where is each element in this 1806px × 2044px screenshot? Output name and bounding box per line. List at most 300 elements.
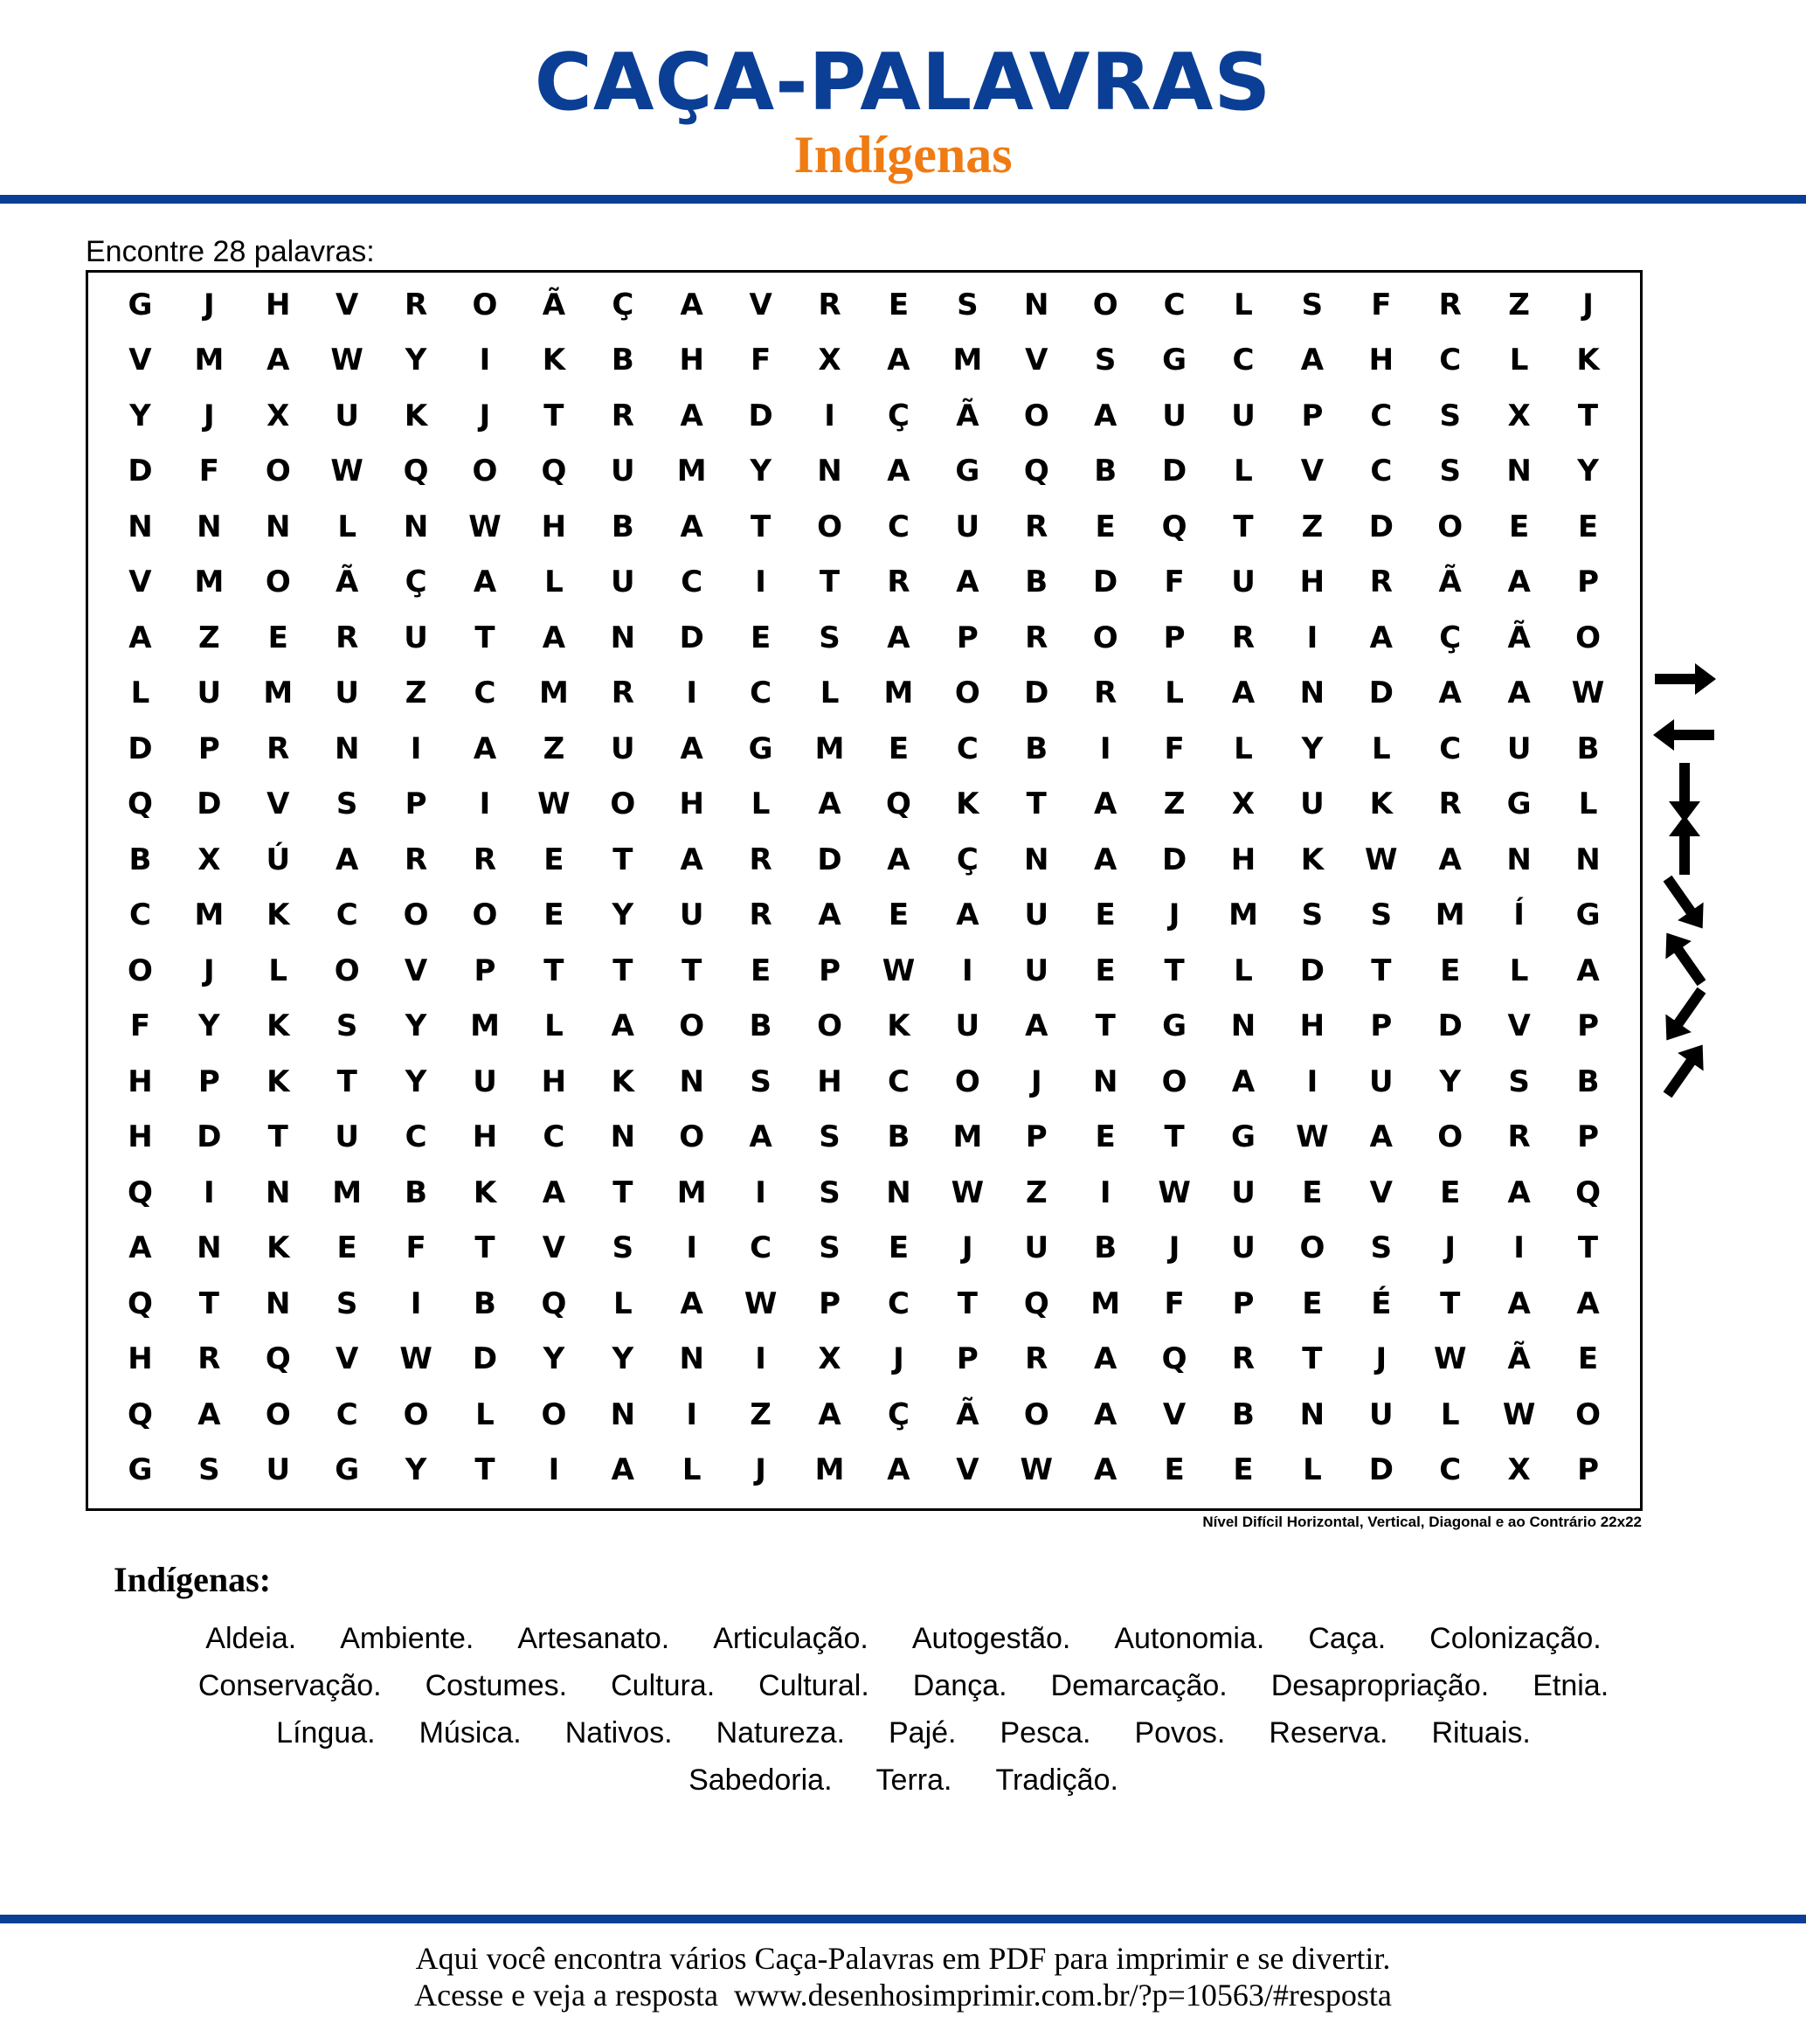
grid-letter[interactable]: C	[1232, 343, 1255, 378]
grid-letter[interactable]: E	[1302, 1174, 1323, 1210]
grid-letter[interactable]: K	[266, 1008, 290, 1044]
grid-letter[interactable]: P	[1301, 398, 1324, 433]
grid-letter[interactable]: A	[542, 620, 566, 655]
grid-letter[interactable]: M	[194, 343, 225, 378]
grid-letter[interactable]: V	[1025, 343, 1048, 378]
grid-letter[interactable]: T	[474, 620, 495, 655]
grid-letter[interactable]: A	[128, 620, 152, 655]
grid-letter[interactable]: F	[1371, 287, 1392, 322]
grid-letter[interactable]: B	[1025, 731, 1048, 766]
grid-letter[interactable]: K	[611, 1064, 634, 1099]
grid-letter[interactable]: Q	[1575, 1174, 1601, 1210]
grid-letter[interactable]: K	[1300, 842, 1325, 877]
grid-letter[interactable]: R	[1094, 676, 1118, 711]
grid-letter[interactable]: M	[676, 1174, 707, 1210]
grid-letter[interactable]: I	[410, 1285, 422, 1321]
grid-letter[interactable]: C	[1439, 1452, 1462, 1488]
grid-letter[interactable]: W	[330, 454, 363, 489]
grid-letter[interactable]: T	[198, 1285, 219, 1321]
grid-letter[interactable]: O	[265, 454, 291, 489]
grid-letter[interactable]: J	[1582, 287, 1594, 322]
grid-letter[interactable]: O	[403, 1396, 429, 1432]
grid-letter[interactable]: U	[1506, 731, 1532, 766]
grid-letter[interactable]: C	[887, 1064, 910, 1099]
grid-letter[interactable]: U	[679, 897, 704, 933]
grid-letter[interactable]: Q	[541, 454, 567, 489]
grid-letter[interactable]: K	[956, 786, 979, 822]
grid-letter[interactable]: E	[888, 287, 910, 322]
grid-letter[interactable]: A	[680, 731, 703, 766]
grid-letter[interactable]: P	[1577, 1452, 1599, 1488]
grid-letter[interactable]: F	[129, 1008, 151, 1044]
grid-letter[interactable]: X	[266, 398, 290, 433]
grid-letter[interactable]: N	[1299, 1396, 1325, 1432]
grid-letter[interactable]: A	[887, 842, 910, 877]
grid-letter[interactable]: D	[472, 1341, 498, 1377]
grid-letter[interactable]: O	[954, 676, 980, 711]
grid-letter[interactable]: T	[267, 1119, 288, 1155]
grid-letter[interactable]: É	[1371, 1285, 1392, 1321]
grid-letter[interactable]: Z	[1301, 509, 1324, 544]
grid-letter[interactable]: R	[1369, 565, 1393, 600]
grid-letter[interactable]: U	[1024, 897, 1049, 933]
grid-letter[interactable]: T	[682, 953, 702, 988]
grid-letter[interactable]: N	[610, 1396, 636, 1432]
grid-letter[interactable]: X	[1507, 1452, 1531, 1488]
grid-letter[interactable]: E	[1095, 509, 1116, 544]
grid-letter[interactable]: B	[474, 1285, 496, 1321]
grid-letter[interactable]: M	[1228, 897, 1258, 933]
grid-letter[interactable]: G	[1506, 786, 1532, 822]
grid-letter[interactable]: Ã	[956, 398, 979, 433]
grid-letter[interactable]: G	[955, 454, 980, 489]
grid-letter[interactable]: Y	[405, 1452, 427, 1488]
grid-letter[interactable]: O	[679, 1008, 705, 1044]
grid-letter[interactable]: L	[544, 565, 564, 600]
grid-letter[interactable]: U	[1231, 398, 1256, 433]
grid-letter[interactable]: S	[819, 620, 841, 655]
grid-letter[interactable]: L	[337, 509, 356, 544]
grid-letter[interactable]: E	[1302, 1285, 1323, 1321]
grid-letter[interactable]: E	[336, 1230, 357, 1266]
grid-letter[interactable]: T	[612, 1174, 633, 1210]
grid-letter[interactable]: U	[955, 1008, 980, 1044]
grid-letter[interactable]: F	[751, 343, 772, 378]
grid-letter[interactable]: O	[541, 1396, 567, 1432]
grid-letter[interactable]: N	[128, 509, 153, 544]
grid-letter[interactable]: O	[128, 953, 153, 988]
grid-letter[interactable]: T	[1440, 1285, 1461, 1321]
grid-letter[interactable]: C	[1370, 398, 1393, 433]
grid-letter[interactable]: D	[1368, 1452, 1394, 1488]
grid-letter[interactable]: W	[1365, 842, 1398, 877]
grid-letter[interactable]: P	[956, 620, 979, 655]
grid-letter[interactable]: L	[820, 676, 840, 711]
grid-letter[interactable]: N	[1506, 454, 1532, 489]
grid-letter[interactable]: W	[537, 786, 571, 822]
grid-letter[interactable]: P	[197, 1064, 220, 1099]
grid-letter[interactable]: C	[405, 1119, 427, 1155]
grid-letter[interactable]: J	[962, 1230, 973, 1266]
grid-letter[interactable]: B	[887, 1119, 910, 1155]
grid-letter[interactable]: T	[1302, 1341, 1323, 1377]
grid-letter[interactable]: A	[1576, 953, 1600, 988]
grid-letter[interactable]: A	[680, 398, 703, 433]
grid-letter[interactable]: Y	[1301, 731, 1324, 766]
grid-letter[interactable]: W	[468, 509, 502, 544]
grid-letter[interactable]: H	[1230, 842, 1256, 877]
grid-letter[interactable]: P	[956, 1341, 979, 1377]
grid-letter[interactable]: M	[883, 676, 914, 711]
grid-letter[interactable]: O	[472, 287, 498, 322]
grid-letter[interactable]: M	[676, 454, 707, 489]
grid-letter[interactable]: O	[1023, 398, 1049, 433]
grid-letter[interactable]: J	[755, 1452, 766, 1488]
grid-letter[interactable]: D	[197, 786, 222, 822]
grid-letter[interactable]: J	[1375, 1341, 1387, 1377]
grid-letter[interactable]: Z	[543, 731, 565, 766]
grid-letter[interactable]: T	[336, 1064, 357, 1099]
grid-letter[interactable]: T	[543, 953, 564, 988]
grid-letter[interactable]: W	[399, 1341, 432, 1377]
grid-letter[interactable]: Z	[198, 620, 220, 655]
grid-letter[interactable]: N	[266, 509, 291, 544]
grid-letter[interactable]: K	[404, 398, 428, 433]
grid-letter[interactable]: E	[1577, 509, 1599, 544]
grid-letter[interactable]: E	[1164, 1452, 1185, 1488]
grid-letter[interactable]: T	[612, 842, 633, 877]
grid-letter[interactable]: Z	[1025, 1174, 1048, 1210]
grid-letter[interactable]: U	[611, 731, 635, 766]
grid-letter[interactable]: C	[1163, 287, 1186, 322]
grid-letter[interactable]: G	[748, 731, 773, 766]
grid-letter[interactable]: A	[128, 1230, 152, 1266]
grid-letter[interactable]: Y	[612, 1341, 634, 1377]
grid-letter[interactable]: O	[472, 454, 498, 489]
grid-letter[interactable]: V	[404, 953, 428, 988]
grid-letter[interactable]: A	[1231, 1064, 1256, 1099]
grid-letter[interactable]: D	[748, 398, 773, 433]
grid-letter[interactable]: J	[893, 1341, 904, 1377]
grid-letter[interactable]: F	[1164, 565, 1185, 600]
grid-letter[interactable]: P	[1577, 1119, 1599, 1155]
grid-letter[interactable]: M	[952, 343, 983, 378]
grid-letter[interactable]: T	[1164, 1119, 1185, 1155]
grid-letter[interactable]: V	[1369, 1174, 1393, 1210]
grid-letter[interactable]: A	[197, 1396, 221, 1432]
grid-letter[interactable]: I	[686, 676, 698, 711]
grid-letter[interactable]: Ç	[405, 565, 427, 600]
grid-letter[interactable]: J	[204, 953, 215, 988]
grid-letter[interactable]: Q	[128, 1285, 153, 1321]
grid-letter[interactable]: O	[1437, 1119, 1463, 1155]
grid-letter[interactable]: S	[750, 1064, 772, 1099]
grid-letter[interactable]: L	[475, 1396, 495, 1432]
grid-letter[interactable]: P	[405, 786, 427, 822]
grid-letter[interactable]: R	[404, 842, 428, 877]
grid-letter[interactable]: A	[818, 897, 841, 933]
grid-letter[interactable]: U	[1231, 1230, 1256, 1266]
grid-letter[interactable]: M	[1435, 897, 1465, 933]
grid-letter[interactable]: A	[956, 897, 979, 933]
grid-letter[interactable]: M	[814, 1452, 845, 1488]
grid-letter[interactable]: K	[266, 897, 290, 933]
grid-letter[interactable]: T	[1164, 953, 1185, 988]
grid-letter[interactable]: Z	[405, 676, 427, 711]
grid-letter[interactable]: E	[1233, 1452, 1254, 1488]
grid-letter[interactable]: I	[962, 953, 973, 988]
grid-letter[interactable]: N	[266, 1174, 291, 1210]
grid-letter[interactable]: A	[1300, 343, 1325, 378]
grid-letter[interactable]: T	[474, 1452, 495, 1488]
grid-letter[interactable]: T	[819, 565, 841, 600]
grid-letter[interactable]: R	[1231, 1341, 1256, 1377]
grid-letter[interactable]: D	[128, 731, 153, 766]
grid-letter[interactable]: J	[1168, 1230, 1180, 1266]
grid-letter[interactable]: A	[956, 565, 979, 600]
grid-letter[interactable]: C	[681, 565, 703, 600]
grid-letter[interactable]: R	[887, 565, 910, 600]
grid-letter[interactable]: A	[1438, 676, 1462, 711]
grid-letter[interactable]: X	[818, 1341, 841, 1377]
grid-letter[interactable]: J	[204, 287, 215, 322]
grid-letter[interactable]: A	[887, 1452, 910, 1488]
grid-letter[interactable]: P	[1232, 1285, 1255, 1321]
grid-letter[interactable]: L	[612, 1285, 633, 1321]
grid-letter[interactable]: E	[543, 897, 564, 933]
grid-letter[interactable]: H	[128, 1119, 153, 1155]
grid-letter[interactable]: C	[956, 731, 979, 766]
grid-letter[interactable]: K	[473, 1174, 497, 1210]
grid-letter[interactable]: Q	[1161, 1341, 1187, 1377]
grid-letter[interactable]: Y	[405, 1064, 427, 1099]
grid-letter[interactable]: Z	[750, 1396, 772, 1432]
grid-letter[interactable]: S	[1301, 897, 1324, 933]
grid-letter[interactable]: C	[1370, 454, 1393, 489]
grid-letter[interactable]: S	[957, 287, 979, 322]
grid-letter[interactable]: L	[544, 1008, 564, 1044]
grid-letter[interactable]: Y	[543, 1341, 565, 1377]
grid-letter[interactable]: Y	[1577, 454, 1599, 489]
grid-letter[interactable]: B	[1576, 731, 1600, 766]
grid-letter[interactable]: D	[1368, 676, 1394, 711]
grid-letter[interactable]: M	[332, 1174, 363, 1210]
grid-letter[interactable]: O	[679, 1119, 705, 1155]
grid-letter[interactable]: P	[474, 953, 496, 988]
grid-letter[interactable]: J	[204, 398, 215, 433]
grid-letter[interactable]: N	[679, 1341, 704, 1377]
grid-letter[interactable]: X	[1231, 786, 1256, 822]
grid-letter[interactable]: C	[128, 897, 151, 933]
grid-letter[interactable]: R	[197, 1341, 221, 1377]
grid-letter[interactable]: Ú	[266, 842, 291, 877]
grid-letter[interactable]: G	[1231, 1119, 1256, 1155]
grid-letter[interactable]: P	[1025, 1119, 1048, 1155]
grid-letter[interactable]: H	[541, 509, 567, 544]
grid-letter[interactable]: O	[954, 1064, 980, 1099]
grid-letter[interactable]: M	[263, 676, 294, 711]
grid-letter[interactable]: O	[817, 1008, 842, 1044]
grid-letter[interactable]: D	[1299, 953, 1325, 988]
grid-letter[interactable]: Ç	[1439, 620, 1462, 655]
grid-letter[interactable]: A	[1094, 1452, 1118, 1488]
grid-letter[interactable]: V	[128, 343, 152, 378]
grid-letter[interactable]: O	[610, 786, 636, 822]
grid-letter[interactable]: Ç	[887, 1396, 910, 1432]
grid-letter[interactable]: L	[1303, 1452, 1322, 1488]
grid-letter[interactable]: G	[128, 287, 153, 322]
grid-letter[interactable]: J	[1168, 897, 1180, 933]
grid-letter[interactable]: H	[1299, 565, 1325, 600]
grid-letter[interactable]: A	[1231, 676, 1256, 711]
grid-letter[interactable]: Z	[1508, 287, 1530, 322]
grid-letter[interactable]: D	[128, 454, 153, 489]
grid-letter[interactable]: G	[1575, 897, 1601, 933]
grid-letter[interactable]: W	[330, 343, 363, 378]
grid-letter[interactable]: L	[1234, 287, 1253, 322]
grid-letter[interactable]: B	[611, 509, 634, 544]
grid-letter[interactable]: N	[886, 1174, 911, 1210]
grid-letter[interactable]: A	[473, 565, 497, 600]
grid-letter[interactable]: Y	[612, 897, 634, 933]
grid-letter[interactable]: E	[1577, 1341, 1599, 1377]
grid-letter[interactable]: U	[335, 398, 359, 433]
grid-letter[interactable]: U	[1369, 1396, 1394, 1432]
grid-letter[interactable]: K	[1369, 786, 1393, 822]
grid-letter[interactable]: R	[1438, 786, 1462, 822]
grid-letter[interactable]: I	[479, 343, 491, 378]
grid-letter[interactable]: Q	[403, 454, 429, 489]
grid-letter[interactable]: A	[611, 1008, 634, 1044]
grid-letter[interactable]: S	[1439, 454, 1461, 489]
grid-letter[interactable]: K	[542, 343, 566, 378]
grid-letter[interactable]: U	[1369, 1064, 1394, 1099]
grid-letter[interactable]: R	[1025, 1341, 1048, 1377]
grid-letter[interactable]: O	[1161, 1064, 1187, 1099]
grid-letter[interactable]: U	[473, 1064, 497, 1099]
grid-letter[interactable]: E	[1095, 897, 1116, 933]
grid-letter[interactable]: E	[1440, 953, 1461, 988]
grid-letter[interactable]: Q	[128, 1396, 153, 1432]
grid-letter[interactable]: L	[1371, 731, 1391, 766]
grid-letter[interactable]: D	[1368, 509, 1394, 544]
grid-letter[interactable]: N	[334, 731, 360, 766]
grid-letter[interactable]: P	[819, 1285, 841, 1321]
grid-letter[interactable]: W	[1158, 1174, 1191, 1210]
grid-letter[interactable]: Ç	[612, 287, 634, 322]
grid-letter[interactable]: N	[197, 1230, 222, 1266]
grid-letter[interactable]: N	[1024, 287, 1049, 322]
grid-letter[interactable]: I	[755, 1174, 766, 1210]
grid-letter[interactable]: N	[1575, 842, 1601, 877]
grid-letter[interactable]: S	[336, 1008, 358, 1044]
grid-letter[interactable]: O	[1575, 620, 1601, 655]
grid-letter[interactable]: A	[473, 731, 497, 766]
grid-letter[interactable]: R	[336, 620, 359, 655]
grid-letter[interactable]: I	[755, 1341, 766, 1377]
grid-letter[interactable]: N	[197, 509, 222, 544]
grid-letter[interactable]: Ã	[542, 287, 566, 322]
grid-letter[interactable]: O	[1023, 1396, 1049, 1432]
grid-letter[interactable]: S	[1301, 287, 1324, 322]
grid-letter[interactable]: R	[749, 842, 772, 877]
grid-letter[interactable]: I	[204, 1174, 215, 1210]
grid-letter[interactable]: A	[542, 1174, 566, 1210]
grid-letter[interactable]: T	[1026, 786, 1047, 822]
grid-letter[interactable]: A	[887, 620, 910, 655]
grid-letter[interactable]: A	[680, 842, 703, 877]
grid-letter[interactable]: D	[1161, 454, 1187, 489]
grid-letter[interactable]: U	[611, 565, 635, 600]
grid-letter[interactable]: A	[818, 1396, 841, 1432]
grid-letter[interactable]: L	[1234, 731, 1253, 766]
grid-letter[interactable]: I	[1513, 1230, 1525, 1266]
grid-letter[interactable]: N	[679, 1064, 704, 1099]
grid-letter[interactable]: T	[1577, 398, 1599, 433]
grid-letter[interactable]: R	[1025, 620, 1048, 655]
grid-letter[interactable]: A	[1094, 786, 1118, 822]
grid-letter[interactable]: B	[1576, 1064, 1600, 1099]
grid-letter[interactable]: I	[410, 731, 422, 766]
grid-letter[interactable]: H	[472, 1119, 498, 1155]
grid-letter[interactable]: P	[1370, 1008, 1393, 1044]
grid-letter[interactable]: M	[952, 1119, 983, 1155]
grid-letter[interactable]: U	[1300, 786, 1325, 822]
grid-letter[interactable]: Ã	[956, 1396, 979, 1432]
grid-letter[interactable]: Q	[265, 1341, 291, 1377]
grid-letter[interactable]: M	[470, 1008, 500, 1044]
grid-letter[interactable]: O	[334, 953, 360, 988]
grid-letter[interactable]: O	[265, 1396, 291, 1432]
grid-letter[interactable]: B	[611, 343, 634, 378]
grid-letter[interactable]: N	[1230, 1008, 1256, 1044]
grid-letter[interactable]: R	[266, 731, 290, 766]
grid-letter[interactable]: A	[1369, 620, 1393, 655]
grid-letter[interactable]: H	[817, 1064, 842, 1099]
grid-letter[interactable]: A	[887, 343, 910, 378]
grid-letter[interactable]: D	[679, 620, 704, 655]
grid-letter[interactable]: T	[612, 953, 633, 988]
grid-letter[interactable]: C	[543, 1119, 565, 1155]
grid-letter[interactable]: R	[611, 676, 634, 711]
grid-letter[interactable]: G	[128, 1452, 153, 1488]
grid-letter[interactable]: M	[814, 731, 845, 766]
grid-letter[interactable]: A	[336, 842, 359, 877]
grid-letter[interactable]: W	[1502, 1396, 1536, 1432]
grid-letter[interactable]: G	[335, 1452, 360, 1488]
grid-letter[interactable]: C	[887, 1285, 910, 1321]
grid-letter[interactable]: H	[1368, 343, 1394, 378]
grid-letter[interactable]: L	[1578, 786, 1598, 822]
grid-letter[interactable]: R	[818, 287, 841, 322]
grid-letter[interactable]: U	[335, 676, 359, 711]
grid-letter[interactable]: A	[1094, 842, 1118, 877]
grid-letter[interactable]: N	[1299, 676, 1325, 711]
grid-letter[interactable]: J	[1030, 1064, 1042, 1099]
grid-letter[interactable]: Q	[128, 1174, 153, 1210]
grid-letter[interactable]: O	[1092, 620, 1118, 655]
grid-letter[interactable]: V	[336, 1341, 359, 1377]
grid-letter[interactable]: T	[1233, 509, 1254, 544]
grid-letter[interactable]: E	[267, 620, 288, 655]
grid-letter[interactable]: O	[1437, 509, 1463, 544]
grid-letter[interactable]: Q	[1023, 454, 1049, 489]
grid-letter[interactable]: A	[1369, 1119, 1393, 1155]
grid-letter[interactable]: E	[888, 897, 910, 933]
grid-letter[interactable]: R	[1507, 1119, 1531, 1155]
grid-letter[interactable]: U	[266, 1452, 291, 1488]
grid-letter[interactable]: F	[198, 454, 219, 489]
